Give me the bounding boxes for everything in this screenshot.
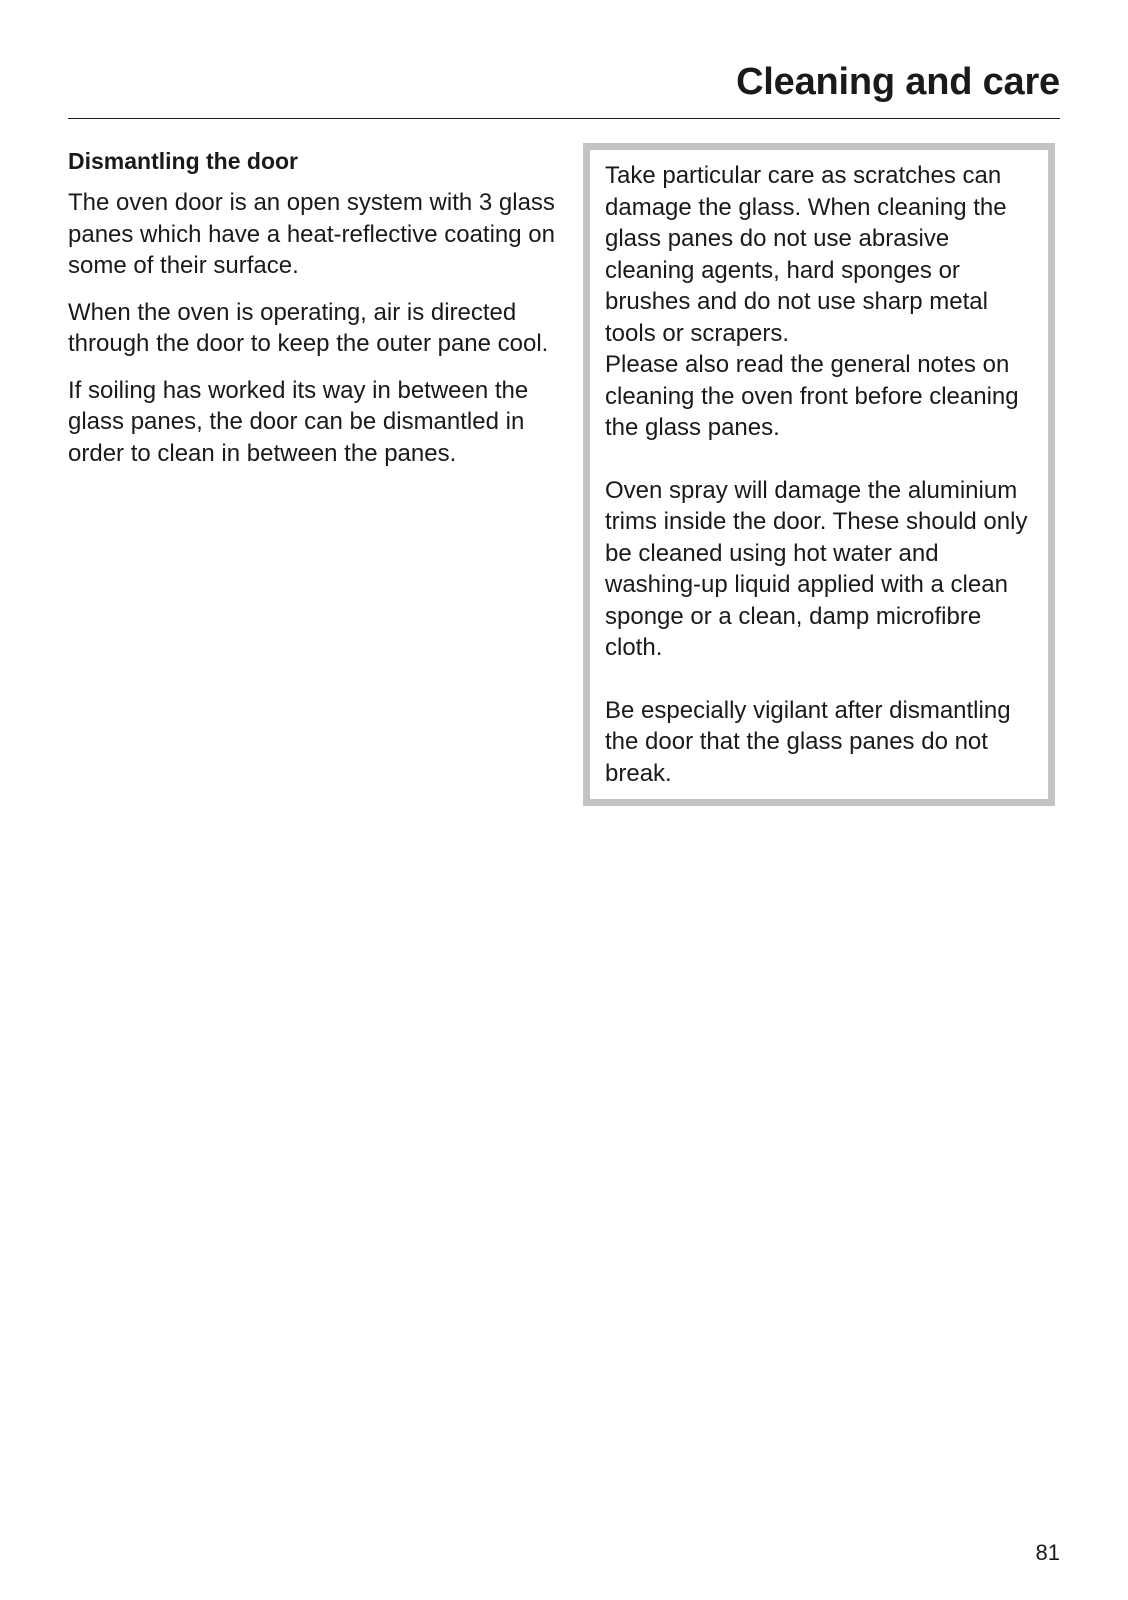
body-paragraph-soiling: If soiling has worked its way in between the glass panes, the door can be dismantled in order to clean in between the panes. (68, 376, 529, 467)
body-paragraph-door-system: The oven door is an open system with 3 glass panes which have a heat-reflective coating on some of their surface. (68, 189, 555, 280)
warning-paragraph-oven-spray: Oven spray will damage the aluminium trims inside the door. These should only be cleaned using hot water and washing-up liquid applied with a clean sponge or a clean, damp microfibre cloth. (605, 476, 1028, 661)
warning-paragraph-general-notes: Please also read the general notes on cleaning the oven front before cleaning the glass panes. (605, 351, 1019, 441)
page-title: Cleaning and care (736, 61, 1060, 103)
body-paragraph-airflow: When the oven is operating, air is directed through the door to keep the outer pane cool. (68, 298, 549, 358)
warning-paragraph-scratches: Take particular care as scratches can damage the glass. When cleaning the glass panes do not use abrasive cleaning agents, hard sponges or brushes and do not use sharp metal tools or scrapers. (605, 162, 1007, 347)
warning-paragraph-vigilant: Be especially vigilant after dismantling the door that the glass panes do not break. (605, 696, 1011, 787)
main-column (68, 145, 558, 484)
warning-box (583, 143, 1055, 806)
page-number: 81 (1035, 1540, 1060, 1565)
header-divider (68, 118, 1060, 119)
section-heading: Dismantling the door (68, 148, 298, 174)
